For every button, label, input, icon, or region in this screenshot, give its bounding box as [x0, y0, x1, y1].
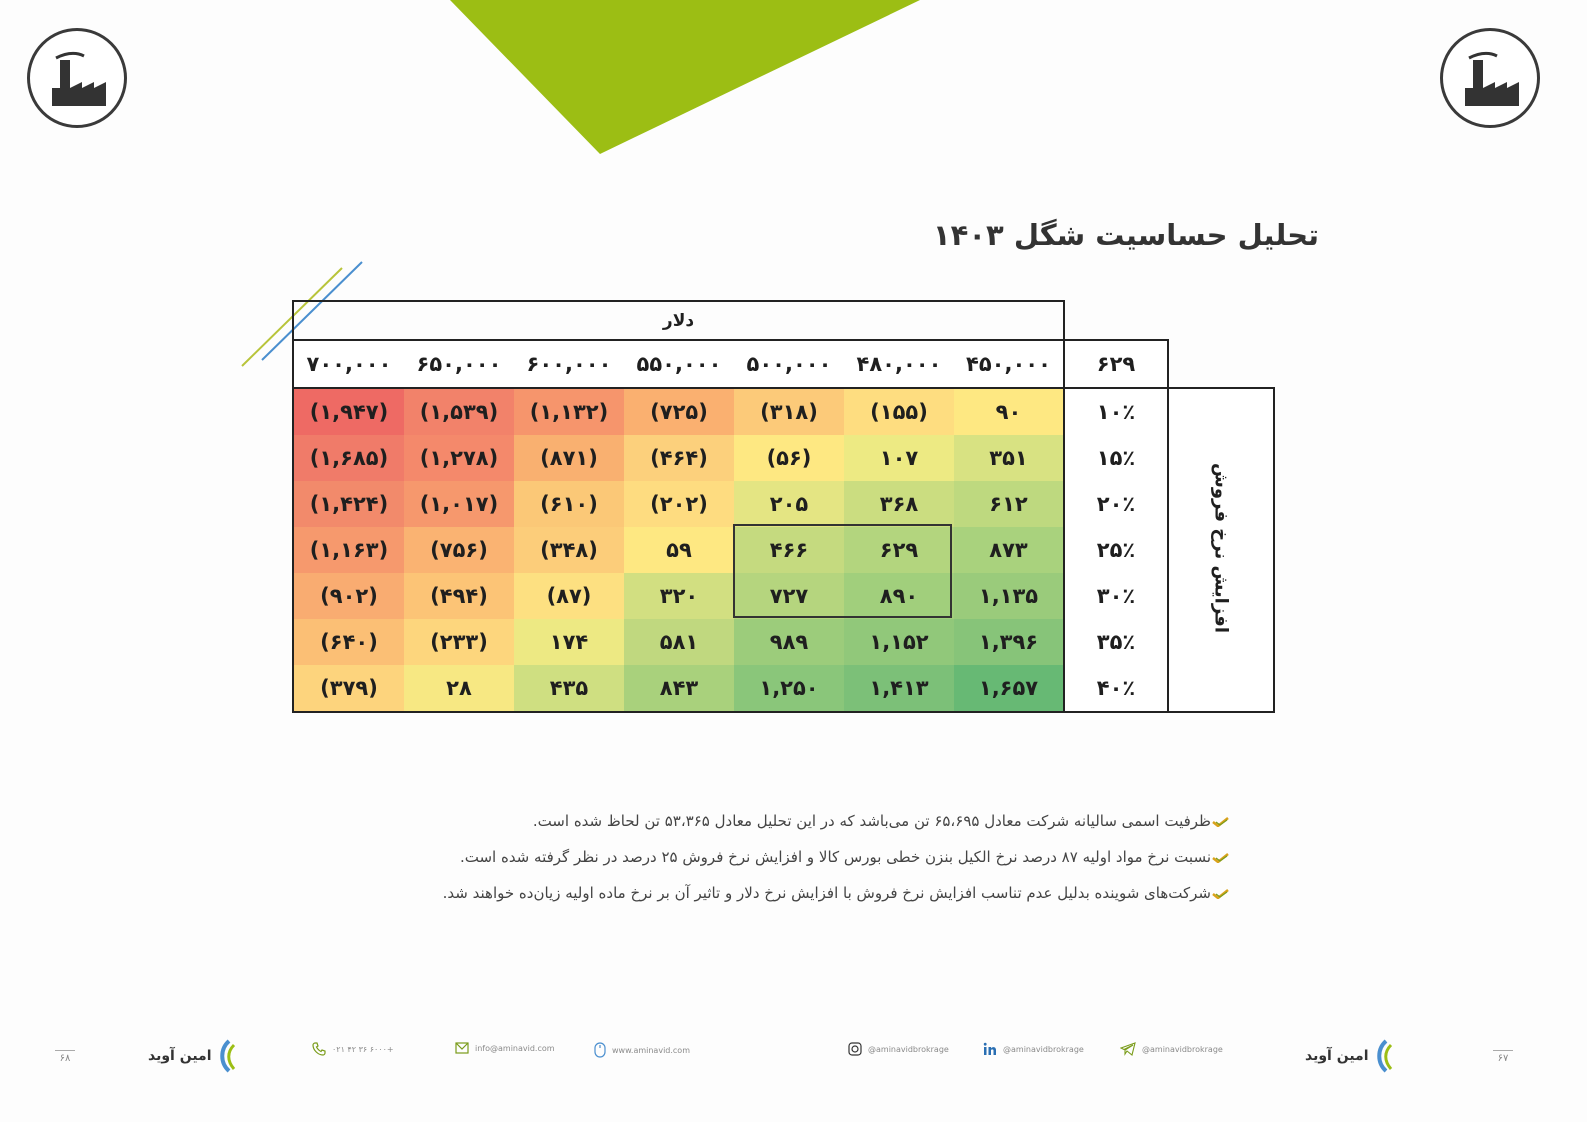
- brand-name: امین آوید: [1305, 1048, 1369, 1064]
- table-cell: ۹۰: [954, 388, 1064, 435]
- footer-instagram[interactable]: @aminavidbrokrage: [848, 1042, 949, 1056]
- table-cell: ۴۶۶: [734, 527, 844, 573]
- table-cell: ۱۷۴: [514, 619, 624, 665]
- table-cell: ۱,۱۵۲: [844, 619, 954, 665]
- brand-logo-left: [148, 1039, 242, 1073]
- table-cell: ۵۸۱: [624, 619, 734, 665]
- table-cell: ۸۹۰: [844, 573, 954, 619]
- footer-telegram[interactable]: @aminavidbrokrage: [1120, 1042, 1223, 1056]
- table-cell: (۸۷): [514, 573, 624, 619]
- brand-icon: [1373, 1039, 1399, 1073]
- email-icon: [455, 1042, 469, 1054]
- footer-phone[interactable]: ۰۲۱ ۴۲ ۳۶ ۶۰۰۰+: [312, 1042, 394, 1056]
- table-cell: ۷۲۷: [734, 573, 844, 619]
- table-cell: (۱,۲۷۸): [404, 435, 514, 481]
- table-row: [293, 527, 1274, 573]
- table-cell: ۳۵۱: [954, 435, 1064, 481]
- sensitivity-table: [292, 300, 1275, 713]
- dollar-header-row: [293, 301, 1274, 340]
- table-cell: ۱,۳۹۶: [954, 619, 1064, 665]
- column-header: ۷۰۰,۰۰۰: [293, 340, 404, 388]
- table-cell: (۱,۵۳۹): [404, 388, 514, 435]
- table-cell: ۳۲۰: [624, 573, 734, 619]
- table-cell: (۳۷۹): [293, 665, 404, 712]
- column-header: ۶۰۰,۰۰۰: [514, 340, 624, 388]
- table-cell: (۷۲۵): [624, 388, 734, 435]
- column-header: ۴۸۰,۰۰۰: [844, 340, 954, 388]
- table-cell: ۸۷۳: [954, 527, 1064, 573]
- note-item: [443, 803, 1229, 839]
- row-percent: ۲۵٪: [1064, 527, 1168, 573]
- check-icon: [1212, 817, 1229, 827]
- page-number-right: ۶۷: [1493, 1050, 1513, 1064]
- table-cell: ۱,۲۵۰: [734, 665, 844, 712]
- instagram-icon: [848, 1042, 862, 1056]
- column-header: ۶۵۰,۰۰۰: [404, 340, 514, 388]
- decorative-triangle: [0, 0, 1587, 160]
- brand-name: امین آوید: [148, 1048, 212, 1064]
- note-text: ظرفیت اسمی سالیانه شرکت معادل ۶۵،۶۹۵ تن می‌باشد که در این تحلیل معادل ۵۳،۳۶۵ تن لحاظ شده است.: [532, 812, 1211, 830]
- table-cell: (۱,۴۲۴): [293, 481, 404, 527]
- table-cell: (۱۵۵): [844, 388, 954, 435]
- note-item: [443, 875, 1229, 911]
- table-cell: ۳۶۸: [844, 481, 954, 527]
- table-cell: (۱,۶۸۵): [293, 435, 404, 481]
- table-cell: (۱,۱۳۲): [514, 388, 624, 435]
- row-percent: ۱۵٪: [1064, 435, 1168, 481]
- table-cell: ۶۲۹: [844, 527, 954, 573]
- table-cell: (۶۴۰): [293, 619, 404, 665]
- row-percent: ۴۰٪: [1064, 665, 1168, 712]
- table-cell: (۱,۱۶۳): [293, 527, 404, 573]
- note-text: نسبت نرخ مواد اولیه ۸۷ درصد نرخ الکیل بنزن خطی بورس کالا و افزایش نرخ فروش ۲۵ درصد در نظر گرفته شده است.: [459, 848, 1211, 866]
- check-icon: [1212, 889, 1229, 899]
- table-cell: ۹۸۹: [734, 619, 844, 665]
- table-cell: (۳۴۸): [514, 527, 624, 573]
- table-cell: (۲۰۲): [624, 481, 734, 527]
- column-header: ۴۵۰,۰۰۰: [954, 340, 1064, 388]
- row-percent: ۲۰٪: [1064, 481, 1168, 527]
- table-cell: (۳۱۸): [734, 388, 844, 435]
- mouse-icon: [594, 1042, 606, 1058]
- footer-email[interactable]: info@aminavid.com: [455, 1042, 555, 1054]
- table-cell: ۲۰۵: [734, 481, 844, 527]
- corner-value: ۶۲۹: [1064, 340, 1168, 388]
- table-cell: ۱,۶۵۷: [954, 665, 1064, 712]
- table-row: [293, 481, 1274, 527]
- table-cell: ۴۳۵: [514, 665, 624, 712]
- table-cell: (۱,۰۱۷): [404, 481, 514, 527]
- table-cell: ۵۹: [624, 527, 734, 573]
- phone-icon: [312, 1042, 326, 1056]
- linkedin-icon: [983, 1042, 997, 1056]
- row-percent: ۳۵٪: [1064, 619, 1168, 665]
- factory-logo-right: [1440, 28, 1540, 128]
- column-header: ۵۰۰,۰۰۰: [734, 340, 844, 388]
- table-cell: (۵۶): [734, 435, 844, 481]
- table-cell: (۱,۹۴۷): [293, 388, 404, 435]
- table-cell: (۷۵۶): [404, 527, 514, 573]
- column-header-row: [293, 340, 1274, 388]
- table-cell: ۱,۱۳۵: [954, 573, 1064, 619]
- table-row: [293, 619, 1274, 665]
- table-cell: ۶۱۲: [954, 481, 1064, 527]
- side-label-cell: [1168, 388, 1274, 712]
- table-cell: (۴۶۴): [624, 435, 734, 481]
- table-cell: (۴۹۴): [404, 573, 514, 619]
- table-cell: ۱,۴۱۳: [844, 665, 954, 712]
- table-row: [293, 388, 1274, 435]
- table-cell: (۸۷۱): [514, 435, 624, 481]
- column-header: ۵۵۰,۰۰۰: [624, 340, 734, 388]
- factory-icon: [42, 48, 112, 108]
- table-row: [293, 665, 1274, 712]
- side-label: افزایش نرخ فروش: [1210, 462, 1232, 633]
- page-number-left: ۶۸: [55, 1050, 75, 1064]
- page-title: تحلیل حساسیت شگل ۱۴۰۳: [932, 218, 1319, 252]
- row-percent: ۱۰٪: [1064, 388, 1168, 435]
- brand-icon: [216, 1039, 242, 1073]
- check-icon: [1212, 853, 1229, 863]
- table-row: [293, 573, 1274, 619]
- table-row: [293, 435, 1274, 481]
- factory-icon: [1455, 48, 1525, 108]
- factory-logo-left: [27, 28, 127, 128]
- footer-website[interactable]: www.aminavid.com: [594, 1042, 690, 1058]
- table-cell: ۲۸: [404, 665, 514, 712]
- telegram-icon: [1120, 1042, 1136, 1056]
- brand-logo-right: [1305, 1039, 1399, 1073]
- table-cell: (۶۱۰): [514, 481, 624, 527]
- dollar-label: دلار: [293, 301, 1064, 340]
- note-item: [443, 839, 1229, 875]
- notes-list: [443, 803, 1229, 911]
- row-percent: ۳۰٪: [1064, 573, 1168, 619]
- table-cell: ۱۰۷: [844, 435, 954, 481]
- table-cell: (۲۳۳): [404, 619, 514, 665]
- footer-linkedin[interactable]: @aminavidbrokrage: [983, 1042, 1084, 1056]
- table-cell: ۸۴۳: [624, 665, 734, 712]
- table-cell: (۹۰۲): [293, 573, 404, 619]
- note-text: شرکت‌های شوینده بدلیل عدم تناسب افزایش نرخ فروش با افزایش نرخ دلار و تاثیر آن بر نرخ ماده اولیه زیان‌ده خواهند شد.: [442, 884, 1211, 902]
